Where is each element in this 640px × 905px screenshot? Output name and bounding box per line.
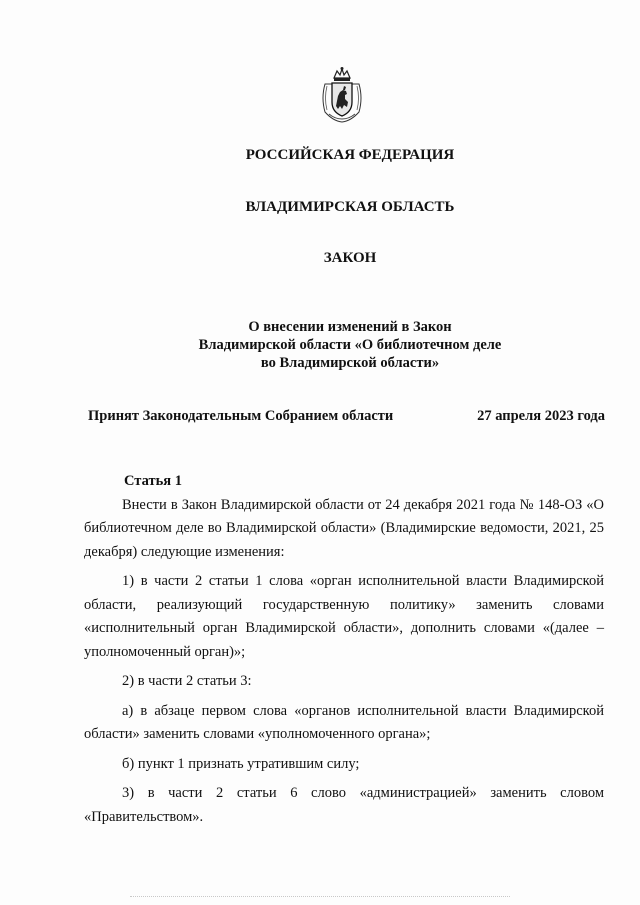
article-item-2: 2) в части 2 статьи 3:: [122, 673, 252, 689]
article-item-3: 3) в части 2 статьи 6 слово «администрацией» заменить словом «Правительством».: [84, 785, 604, 825]
header-doc-type: ЗАКОН: [323, 250, 377, 266]
page-bottom-artifact: [130, 896, 510, 901]
article-item-1: 1) в части 2 статьи 1 слова «орган исполнительной власти Владимирской области, реализующий государственную политику» заменить словами «исполнительный орган Владимирской области», дополнить словами «(далее – уполномоченный орган)»;: [84, 573, 604, 660]
article-body: [84, 470, 604, 835]
article-item-2b: б) пункт 1 признать утратившим силу;: [122, 755, 360, 772]
article-intro: Внести в Закон Владимирской области от 24 декабря 2021 года № 148-ОЗ «О библиотечном деле во Владимирской области» (Владимирские ведомости, 2021, 25 декабря) следующие изменения:: [84, 496, 604, 560]
law-title-line-2: Владимирской области «О библиотечном деле: [198, 337, 502, 353]
header-federation: РОССИЙСКАЯ ФЕДЕРАЦИЯ: [245, 147, 455, 163]
header-region: ВЛАДИМИРСКАЯ ОБЛАСТЬ: [245, 199, 455, 215]
coat-of-arms-icon: [319, 66, 365, 124]
article-item-2a: а) в абзаце первом слова «органов исполнительной власти Владимирской области» заменить словами «уполномоченного органа»;: [84, 702, 604, 742]
article-heading: Статья 1: [124, 473, 182, 489]
adopted-by: Принят Законодательным Собранием области: [88, 408, 394, 424]
law-title-line-1: О внесении изменений в Закон: [248, 319, 452, 335]
adoption-date: 27 апреля 2023 года: [477, 408, 605, 424]
law-title: [30, 318, 640, 372]
law-title-line-3: во Владимирской области»: [260, 355, 440, 371]
